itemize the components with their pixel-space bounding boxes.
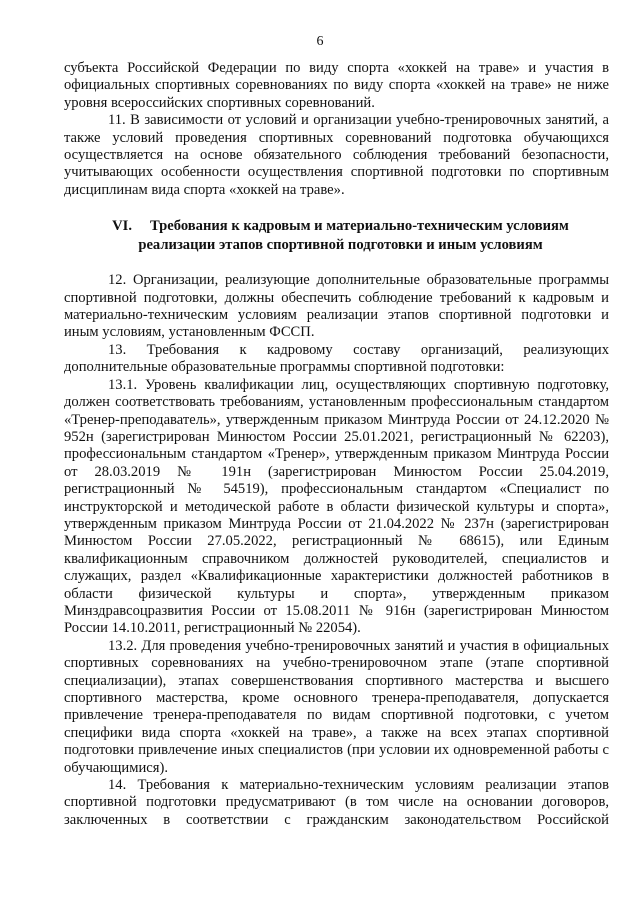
paragraph-14: 14. Требования к материально-техническим условиям реализации этапов спортивной подготовки предусматривают (в том числе на основании договоров, заключенных в соответствии с гражданским законодательством Российской [64,777,609,828]
paragraph-13-2: 13.2. Для проведения учебно-тренировочных занятий и участия в официальных спортивных соревнованиях на учебно-тренировочном этапе (этапе спортивной специализации), этапах совершенствования спортивного мастерства и высшего спортивного мастерства, кроме основного тренера-преподавателя, допускается привлечение тренера-преподавателя по видам спортивной подготовки, с учетом специфики вида спорта «хоккей на траве», а также на всех этапах спортивной подготовки привлечение иных специалистов (при условии их одновременной работы с обучающимися). [64,637,609,776]
paragraph-12: 12. Организации, реализующие дополнительные образовательные программы спортивной подготовки, должны обеспечить соблюдение требований к кадровым и материально-техническим условиям реализации этапов спортивной подготовки и иным условиям, установленным ФССП. [64,272,609,341]
paragraph-13: 13. Требования к кадровому составу организаций, реализующих дополнительные образовательные программы спортивной подготовки: [64,341,609,376]
section-title-line2: реализации этапов спортивной подготовки и иным условиям [138,237,543,254]
section-heading [64,217,609,255]
section-heading-line1 [72,217,609,236]
page-number: 6 [316,34,324,49]
document-body [64,60,609,829]
section-title-line1: Требования к кадровым и материально-техническим условиям [149,218,569,235]
paragraph-continuation: субъекта Российской Федерации по виду спорта «хоккей на траве» и участия в официальных спортивных соревнованиях по виду спорта «хоккей на траве» не ниже уровня всероссийских спортивных соревнований. [64,60,609,111]
section-number: VI. [112,218,132,235]
paragraph-13-1: 13.1. Уровень квалификации лиц, осуществляющих спортивную подготовку, должен соответствовать требованиям, установленным профессиональным стандартом «Тренер-преподаватель», утвержденным приказом Минтруда России от 24.12.2020 № 952н (зарегистрирован Минюстом России 25.01.2021, регистрационный № 62203), профессиональным стандартом «Тренер», утвержденным приказом Минтруда России от 28.03.2019 № 191н (зарегистрирован Минюстом России 25.04.2019, регистрационный № 54519), профессиональным стандартом «Специалист по инструкторской и методической работе в области физической культуры и спорта», утвержденным приказом Минтруда России от 21.04.2022 № 237н (зарегистрирован Минюстом России 27.05.2022, регистрационный № 68615), или Единым квалификационным справочником должностей руководителей, специалистов и служащих, раздел «Квалификационные характеристики должностей работников в области физической культуры и спорта», утвержденным приказом Минздравсоцразвития России от 15.08.2011 № 916н (зарегистрирован Минюстом России 14.10.2011, регистрационный № 22054). [64,376,609,637]
paragraph-11: 11. В зависимости от условий и организации учебно-тренировочных занятий, а также условий проведения спортивных соревнований подготовка обучающихся осуществляется на основе обязательного соблюдения требований безопасности, учитывающих особенности осуществления спортивной подготовки по спортивным дисциплинам вида спорта «хоккей на траве». [64,112,609,198]
